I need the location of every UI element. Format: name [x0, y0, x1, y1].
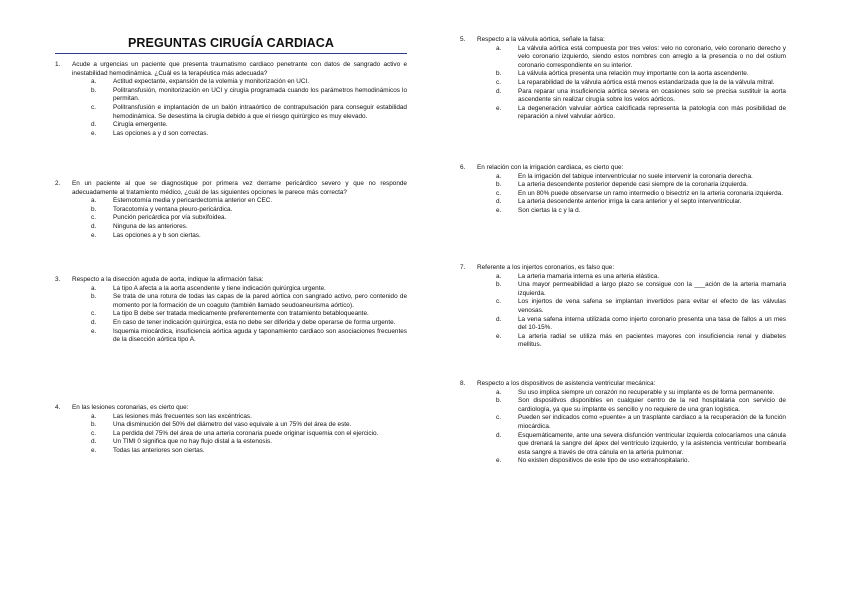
- option-text: La degeneración valvular aórtica calcificada representa la patología con más posibilidad de reparación a nivel valvular aórtico.: [518, 104, 786, 121]
- option-text: La tipo A afecta a la aorta ascendente y tiene indicación quirúrgica urgente.: [113, 284, 326, 292]
- option-text: Isquemia miocárdica, insuficiencia aórtica aguda y taponamiento cardiaco son asociaciones frecuentes de la disección aórtica tipo A.: [113, 327, 407, 344]
- option-text: Son ciertas la c y la d.: [518, 206, 581, 214]
- option-letter: c.: [91, 103, 96, 111]
- option-text: Pueden ser indicados como «puente» a un trasplante cardiaco a la recuperación de la función miocárdica.: [518, 414, 786, 430]
- option-text: Su uso implica siempre un corazón no recuperable y su implante es de forma permanente.: [518, 388, 775, 396]
- option-letter: c.: [91, 214, 96, 222]
- option-letter: c.: [91, 429, 96, 437]
- question-stem: Respecto a la válvula aórtica, señale la falsa:: [477, 36, 605, 43]
- option-letter: e.: [91, 327, 97, 335]
- option-text: Se trata de una rotura de todas las capas de la pared aórtica con sangrado activo, pero contenido de momento por la formación de un coagulo (también llamado seudoaneurisma aórtico).: [113, 293, 407, 309]
- option-letter: e.: [496, 206, 502, 214]
- option-text: Una mayor permeabilidad a largo plazo se consigue con la ___ación de la arteria mamaria izquierda.: [518, 281, 786, 297]
- option-letter: e.: [91, 446, 97, 454]
- option-text: Las opciones a y b son ciertas.: [113, 231, 201, 239]
- option-text: Para reparar una insuficiencia aórtica severa en ocasiones solo se precisa sustituir la aorta ascendente sin realizar cirugía sobre los velos aórticos.: [518, 87, 786, 104]
- question-2: [55, 180, 407, 240]
- option-letter: b.: [91, 293, 97, 301]
- option-text: La válvula aórtica está compuesta por tres velos: velo no coronario, velo coronario derecho y velo coronario izquierdo, siendo estos nombres con arreglo a la presencia o no del ostium coronario correspondiente en su interior.: [518, 44, 786, 69]
- question-number: 2.: [55, 180, 61, 187]
- option-letter: d.: [496, 87, 502, 95]
- question-6: [460, 164, 786, 216]
- option-letter: d.: [91, 121, 97, 129]
- option-letter: c.: [496, 414, 501, 422]
- question-number: 8.: [460, 380, 466, 387]
- question-number: 3.: [55, 276, 61, 283]
- question-number: 4.: [55, 404, 61, 411]
- option-text: En un 80% puede observarse un ramo intermedio o bisectriz en la arteria coronaria izquierda.: [518, 189, 784, 197]
- question-stem: En un paciente al que se diagnostique por primera vez derrame pericárdico severo y que no responde adecuadamente al tratamiento médico, ¿cuál de las siguientes opciones le parece más correcta?: [72, 180, 407, 196]
- option-text: No existen dispositivos de este tipo de uso extrahospitalario.: [518, 457, 690, 465]
- option-letter: a.: [91, 284, 97, 292]
- option-letter: d.: [496, 315, 502, 323]
- option-text: Punción pericárdica por vía subxifoidea.: [113, 214, 227, 222]
- option-text: Esternotomía media y pericardectomía anterior en CEC.: [113, 197, 273, 205]
- option-text: Toracotomía y ventana pleuro-pericárdica.: [113, 205, 233, 213]
- option-letter: c.: [91, 310, 96, 318]
- option-text: Son dispositivos disponibles en cualquier centro de la red hospitalaria con servicio de cardiología, ya que su implante es sencillo y no requiere de una gran logística.: [518, 397, 786, 413]
- option-letter: d.: [91, 318, 97, 326]
- option-text: Politransfusión, monitorización en UCI y cirugía programada cuando los parámetros hemodinámicos lo permitan.: [113, 86, 407, 103]
- question-stem: En relación con la irrigación cardiaca, es cierto que:: [477, 164, 624, 171]
- question-number: 7.: [460, 264, 466, 271]
- option-text: La arteria descendente posterior depende casi siempre de la coronaria izquierda.: [518, 181, 748, 189]
- option-letter: a.: [91, 412, 97, 420]
- option-letter: c.: [496, 189, 501, 197]
- question-stem: Referente a los injertos coronarios, es falso que:: [477, 264, 615, 271]
- option-letter: a.: [496, 44, 502, 52]
- option-letter: b.: [91, 205, 97, 213]
- page-title: PREGUNTAS CIRUGÍA CARDIACA: [127, 36, 335, 50]
- option-text: En la irrigación del tabique interventricular no suele intervenir la coronaria derecha.: [518, 172, 753, 180]
- option-text: Ninguna de las anteriores.: [113, 222, 188, 230]
- question-1: [55, 61, 407, 138]
- option-text: Actitud expectante, expansión de la volemia y monitorización en UCI.: [113, 78, 310, 86]
- option-letter: a.: [496, 172, 502, 180]
- option-text: Las lesiones más frecuentes son las excéntricas.: [113, 412, 252, 420]
- option-text: La tipo B debe ser tratada medicamente preferentemente con tratamiento betabloqueante.: [113, 310, 369, 318]
- option-letter: c.: [496, 78, 501, 86]
- option-letter: a.: [91, 78, 97, 86]
- option-text: La perdida del 75% del área de una arteria coronaria puede originar isquemia con el ejercicio.: [113, 429, 379, 437]
- option-letter: b.: [496, 397, 502, 405]
- question-stem: Respecto a la disección aguda de aorta, indique la afirmación falsa:: [72, 276, 264, 283]
- question-stem: Acude a urgencias un paciente que presenta traumatismo cardiaco penetrante con datos de sangrado activo e inestabilidad hemodinámica. ¿Cuál es la terapéutica más adecuada?: [72, 61, 407, 77]
- question-number: 1.: [55, 61, 61, 68]
- option-text: Esquemáticamente, ante una severa disfunción ventricular izquierda colocaríamos una cánula que drenará la sangre del ápex del ventrículo izquierdo, y la asistencia ventricular bombearía esta sangre a través de otra cánula en la arteria pulmonar.: [518, 431, 786, 456]
- option-letter: b.: [496, 281, 502, 289]
- option-letter: e.: [91, 231, 97, 239]
- question-number: 6.: [460, 164, 466, 171]
- option-text: La válvula aórtica presenta una relación muy importante con la aorta ascendente.: [518, 70, 749, 78]
- question-5: [460, 36, 786, 122]
- option-letter: a.: [91, 197, 97, 205]
- option-letter: b.: [91, 86, 97, 94]
- option-letter: d.: [496, 431, 502, 439]
- question-4: [55, 404, 407, 456]
- option-letter: b.: [91, 421, 97, 429]
- option-letter: e.: [496, 332, 502, 340]
- title-underline: [55, 53, 407, 54]
- option-text: Politransfusión e implantación de un balón intraaórtico de contrapulsación para conseguir estabilidad hemodinámica. Se desestima la cirugía debido a que el riesgo quirúrgico es muy elevado.: [113, 103, 407, 120]
- option-text: Cirugía emergente.: [113, 121, 168, 129]
- option-letter: a.: [496, 272, 502, 280]
- option-text: La vena safena interna utilizada como injerto coronario presenta una tasa de fallos a un mes del 10-15%.: [518, 315, 786, 332]
- option-text: La arteria radial se utiliza más en pacientes mayores con insuficiencia renal y diabetes mellitus.: [518, 332, 786, 349]
- option-letter: d.: [496, 198, 502, 206]
- option-letter: d.: [91, 222, 97, 230]
- option-letter: e.: [91, 129, 97, 137]
- option-text: En caso de tener indicación quirúrgica, esta no debe ser diferida y debe operarse de forma urgente.: [113, 318, 396, 326]
- option-letter: d.: [91, 438, 97, 446]
- question-stem: Respecto a los dispositivos de asistencia ventricular mecánica:: [477, 380, 656, 387]
- question-stem: En las lesiones coronarias, es cierto que:: [72, 404, 189, 411]
- option-letter: e.: [496, 457, 502, 465]
- question-8: [460, 380, 786, 466]
- option-letter: c.: [496, 298, 501, 306]
- option-text: Las opciones a y d son correctas.: [113, 129, 209, 137]
- option-text: Los injertos de vena safena se implantan invertidos para evitar el efecto de las válvulas venosas.: [518, 298, 786, 314]
- option-letter: e.: [496, 104, 502, 112]
- question-number: 5.: [460, 36, 466, 43]
- question-7: [460, 264, 786, 350]
- option-text: Un TIMI 0 significa que no hay flujo distal a la estenosis.: [113, 438, 273, 446]
- question-3: [55, 276, 407, 345]
- option-text: La arteria mamaria interna es una arteria elástica.: [518, 272, 660, 280]
- option-letter: b.: [496, 181, 502, 189]
- option-text: Todas las anteriores son ciertas.: [113, 446, 205, 454]
- option-text: La arteria descendente anterior irriga la cara anterior y el septo interventricular.: [518, 198, 742, 206]
- option-text: La reparabilidad de la válvula aórtica está menos estandarizada que la de la válvula mitral.: [518, 78, 775, 86]
- option-letter: a.: [496, 388, 502, 396]
- option-letter: b.: [496, 70, 502, 78]
- option-text: Una disminución del 50% del diámetro del vaso equivale a un 75% del área de este.: [113, 421, 352, 429]
